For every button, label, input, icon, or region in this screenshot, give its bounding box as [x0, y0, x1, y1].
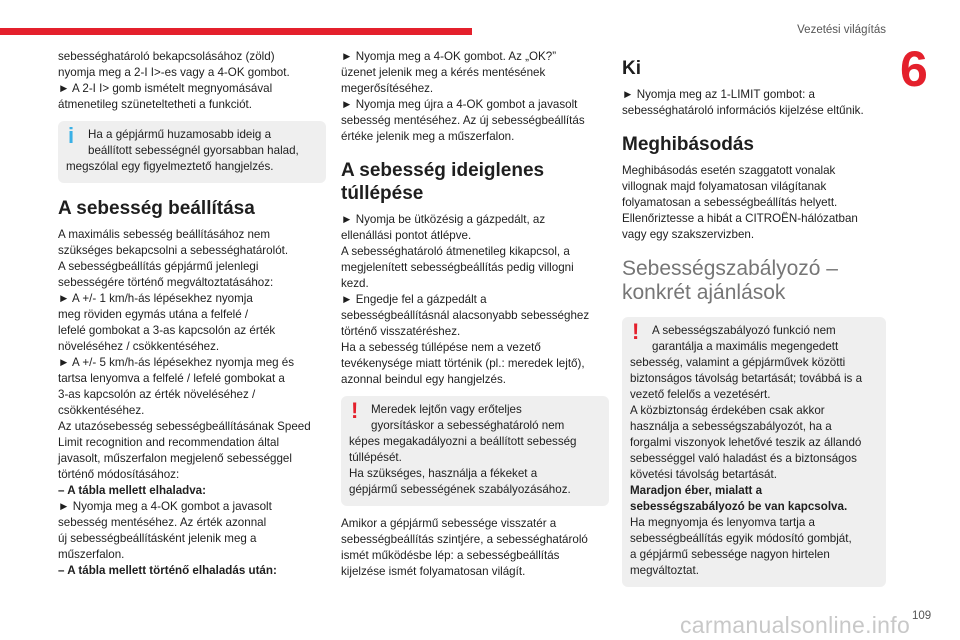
warning-icon: ! [632, 319, 640, 344]
heading-off: Ki [622, 58, 641, 79]
text-line: értéke jelenik meg a műszerfalon. [341, 130, 515, 143]
note-line: sebességgel való haladást és a biztonságos [630, 452, 857, 465]
text-line: megerősítéséhez. [341, 82, 434, 95]
text-line: sebességbeállításnál alacsonyabb sebességhez [341, 309, 590, 322]
text-line: műszerfalon. [58, 548, 125, 561]
heading-speed-setting: A sebesség beállítása [58, 198, 255, 219]
note-line: beállított sebességnél gyorsabban halad, [88, 144, 299, 157]
note-line: megváltoztat. [630, 564, 699, 577]
text-line: megjelenített sebességbeállítás pedig villogni [341, 261, 574, 274]
note-line: a gépjármű sebessége nagyon hirtelen [630, 548, 830, 561]
warning-icon: ! [351, 398, 359, 423]
text-line: A sebességbeállítás gépjármű jelenlegi [58, 260, 259, 273]
note-line: garantálja a maximális megengedett [652, 340, 839, 353]
text-line: sebességbeállítás szintjére, a sebességhatároló [341, 533, 588, 546]
text-line: sebesség mentéséhez. Az érték azonnal [58, 516, 267, 529]
fault-body [622, 163, 886, 243]
overspeed-body [341, 212, 609, 388]
note-line: biztonságos távolság betartását; továbbá is a [630, 372, 863, 385]
section-title: Vezetési világítás [797, 24, 886, 36]
heading-line: Sebességszabályozó – [622, 257, 838, 280]
text-line: növeléséhez / csökkentéséhez. [58, 340, 220, 353]
heading-line: A sebesség ideiglenes [341, 160, 545, 181]
text-line: ► A +/- 5 km/h-ás lépésekhez nyomja meg és [58, 356, 295, 369]
column-1 [58, 49, 326, 579]
text-line: csökkentéséhez. [58, 404, 145, 417]
column-2 [341, 49, 609, 580]
text-line: meg röviden egymás utána a felfelé / [58, 308, 249, 321]
info-note [58, 121, 326, 183]
text-line: üzenet jelenik meg a kérés mentésének [341, 66, 546, 79]
watermark: carmanualsonline.info [680, 612, 911, 638]
text-line: tevékenysége miatt történik (pl.: meredek lejtő), [341, 357, 585, 370]
text-line: kijelzése ismét folyamatosan világít. [341, 565, 526, 578]
text-line: Az utazósebesség sebességbeállításának Speed [58, 420, 311, 433]
column-3 [622, 49, 886, 597]
ok-instructions [341, 49, 609, 145]
note-line: sebességbeállítás egyik módosító gombját, [630, 532, 852, 545]
text-line: sebességére történő megváltoztatásához: [58, 276, 274, 289]
note-line: gyorsításkor a sebességhatároló nem [371, 419, 565, 432]
text-line: ► Nyomja meg újra a 4-OK gombot a javasolt [341, 98, 578, 111]
note-line: túllépését. [349, 451, 402, 464]
text-line: 3-as kapcsolón az érték növeléséhez / [58, 388, 256, 401]
text-line: ► Engedje fel a gázpedált a [341, 293, 487, 306]
note-line: sebesség, valamint a gépjárművek közötti [630, 356, 846, 369]
text-line: azonnal beindul egy hangjelzés. [341, 373, 507, 386]
note-line: használja a sebességszabályozót, ha a [630, 420, 832, 433]
speed-setting-body [58, 227, 326, 579]
intro-paragraph [58, 49, 326, 113]
note-line: A közbiztonság érdekében csak akkor [630, 404, 825, 417]
text-line: A maximális sebesség beállításához nem [58, 228, 271, 241]
warning-note [341, 396, 609, 506]
text-line: új sebességbeállításként jelenik meg a [58, 532, 257, 545]
text-line: ► A 2-I I> gomb ismételt megnyomásával [58, 82, 273, 95]
text-line: vagy egy szakszervizben. [622, 228, 755, 241]
text-line: – A tábla mellett történő elhaladás után: [58, 564, 277, 577]
text-line: ellenállási pontot átlépve. [341, 229, 472, 242]
text-line: villognak majd folyamatosan világítanak [622, 180, 827, 193]
text-line: nyomja meg a 2-I I>-es vagy a 4-OK gombot. [58, 66, 290, 79]
text-line: sebességhatároló bekapcsolásához (zöld) [58, 50, 275, 63]
text-line: A sebességhatároló átmenetileg kikapcsol, a [341, 245, 570, 258]
note-line: Maradjon éber, mialatt a [630, 484, 763, 497]
page-number: 109 [912, 610, 932, 622]
heading-temporary-overspeed [341, 159, 609, 205]
note-line: Ha szükséges, használja a fékeket a [349, 467, 538, 480]
text-line: történő visszatéréshez. [341, 325, 461, 338]
text-line: ► Nyomja meg a 4-OK gombot. Az „OK?” [341, 50, 557, 63]
note-line: Ha a gépjármű huzamosabb ideig a [88, 128, 272, 141]
info-icon: i [68, 123, 75, 148]
note-line: megszólal egy figyelmeztető hangjelzés. [66, 160, 274, 173]
warning-note [622, 317, 886, 587]
text-line: történő módosításához: [58, 468, 180, 481]
text-line: ismét működésbe lép: a sebességbeállítás [341, 549, 560, 562]
text-line: Ellenőriztesse a hibát a CITROËN-hálózatban [622, 212, 858, 225]
text-line: sebességhatároló információs kijelzése eltűnik. [622, 104, 864, 117]
text-line: sebesség mentéséhez. Az új sebességbeállítás [341, 114, 585, 127]
text-line: lefelé gombokat a 3-as kapcsolón az érték [58, 324, 276, 337]
text-line: ► Nyomja be ütközésig a gázpedált, az [341, 213, 546, 226]
note-line: A sebességszabályozó funkció nem [652, 324, 836, 337]
note-line: vezető felelős a vezetésért. [630, 388, 771, 401]
resume-body [341, 516, 609, 580]
note-line: gépjármű sebességének szabályozásához. [349, 483, 571, 496]
header-accent-bar [0, 28, 472, 35]
note-line: követési távolság betartását. [630, 468, 777, 481]
text-line: – A tábla mellett elhaladva: [58, 484, 206, 497]
text-line: szükséges bekapcsolni a sebességhatárolót. [58, 244, 289, 257]
heading-recommendations [622, 257, 886, 305]
note-line: képes megakadályozni a beállított sebesség [349, 435, 577, 448]
text-line: tartsa lenyomva a felfelé / lefelé gombokat a [58, 372, 285, 385]
heading-line: túllépése [341, 183, 424, 204]
text-line: kezd. [341, 277, 369, 290]
text-line: Amikor a gépjármű sebessége visszatér a [341, 517, 557, 530]
chapter-number: 6 [900, 41, 928, 97]
text-line: átmenetileg szüneteltetheti a funkciót. [58, 98, 252, 111]
text-line: folyamatosan a sebességbeállítás helyett. [622, 196, 838, 209]
text-line: Limit recognition and recommendation által [58, 436, 280, 449]
text-line: ► Nyomja meg a 4-OK gombot a javasolt [58, 500, 272, 513]
text-line: ► Nyomja meg az 1-LIMIT gombot: a [622, 88, 815, 101]
note-line: Meredek lejtőn vagy erőteljes [371, 403, 522, 416]
note-line: sebességszabályozó be van kapcsolva. [630, 500, 848, 513]
off-body [622, 87, 886, 119]
note-line: Ha megnyomja és lenyomva tartja a [630, 516, 815, 529]
text-line: ► A +/- 1 km/h-ás lépésekhez nyomja [58, 292, 253, 305]
note-line: forgalmi viszonyok lehetővé teszik az állandó [630, 436, 862, 449]
heading-fault: Meghibásodás [622, 134, 754, 155]
text-line: javasolt, műszerfalon megjelenő sebességgel [58, 452, 292, 465]
text-line: Meghibásodás esetén szaggatott vonalak [622, 164, 836, 177]
text-line: Ha a sebesség túllépése nem a vezető [341, 341, 541, 354]
heading-line: konkrét ajánlások [622, 281, 786, 304]
